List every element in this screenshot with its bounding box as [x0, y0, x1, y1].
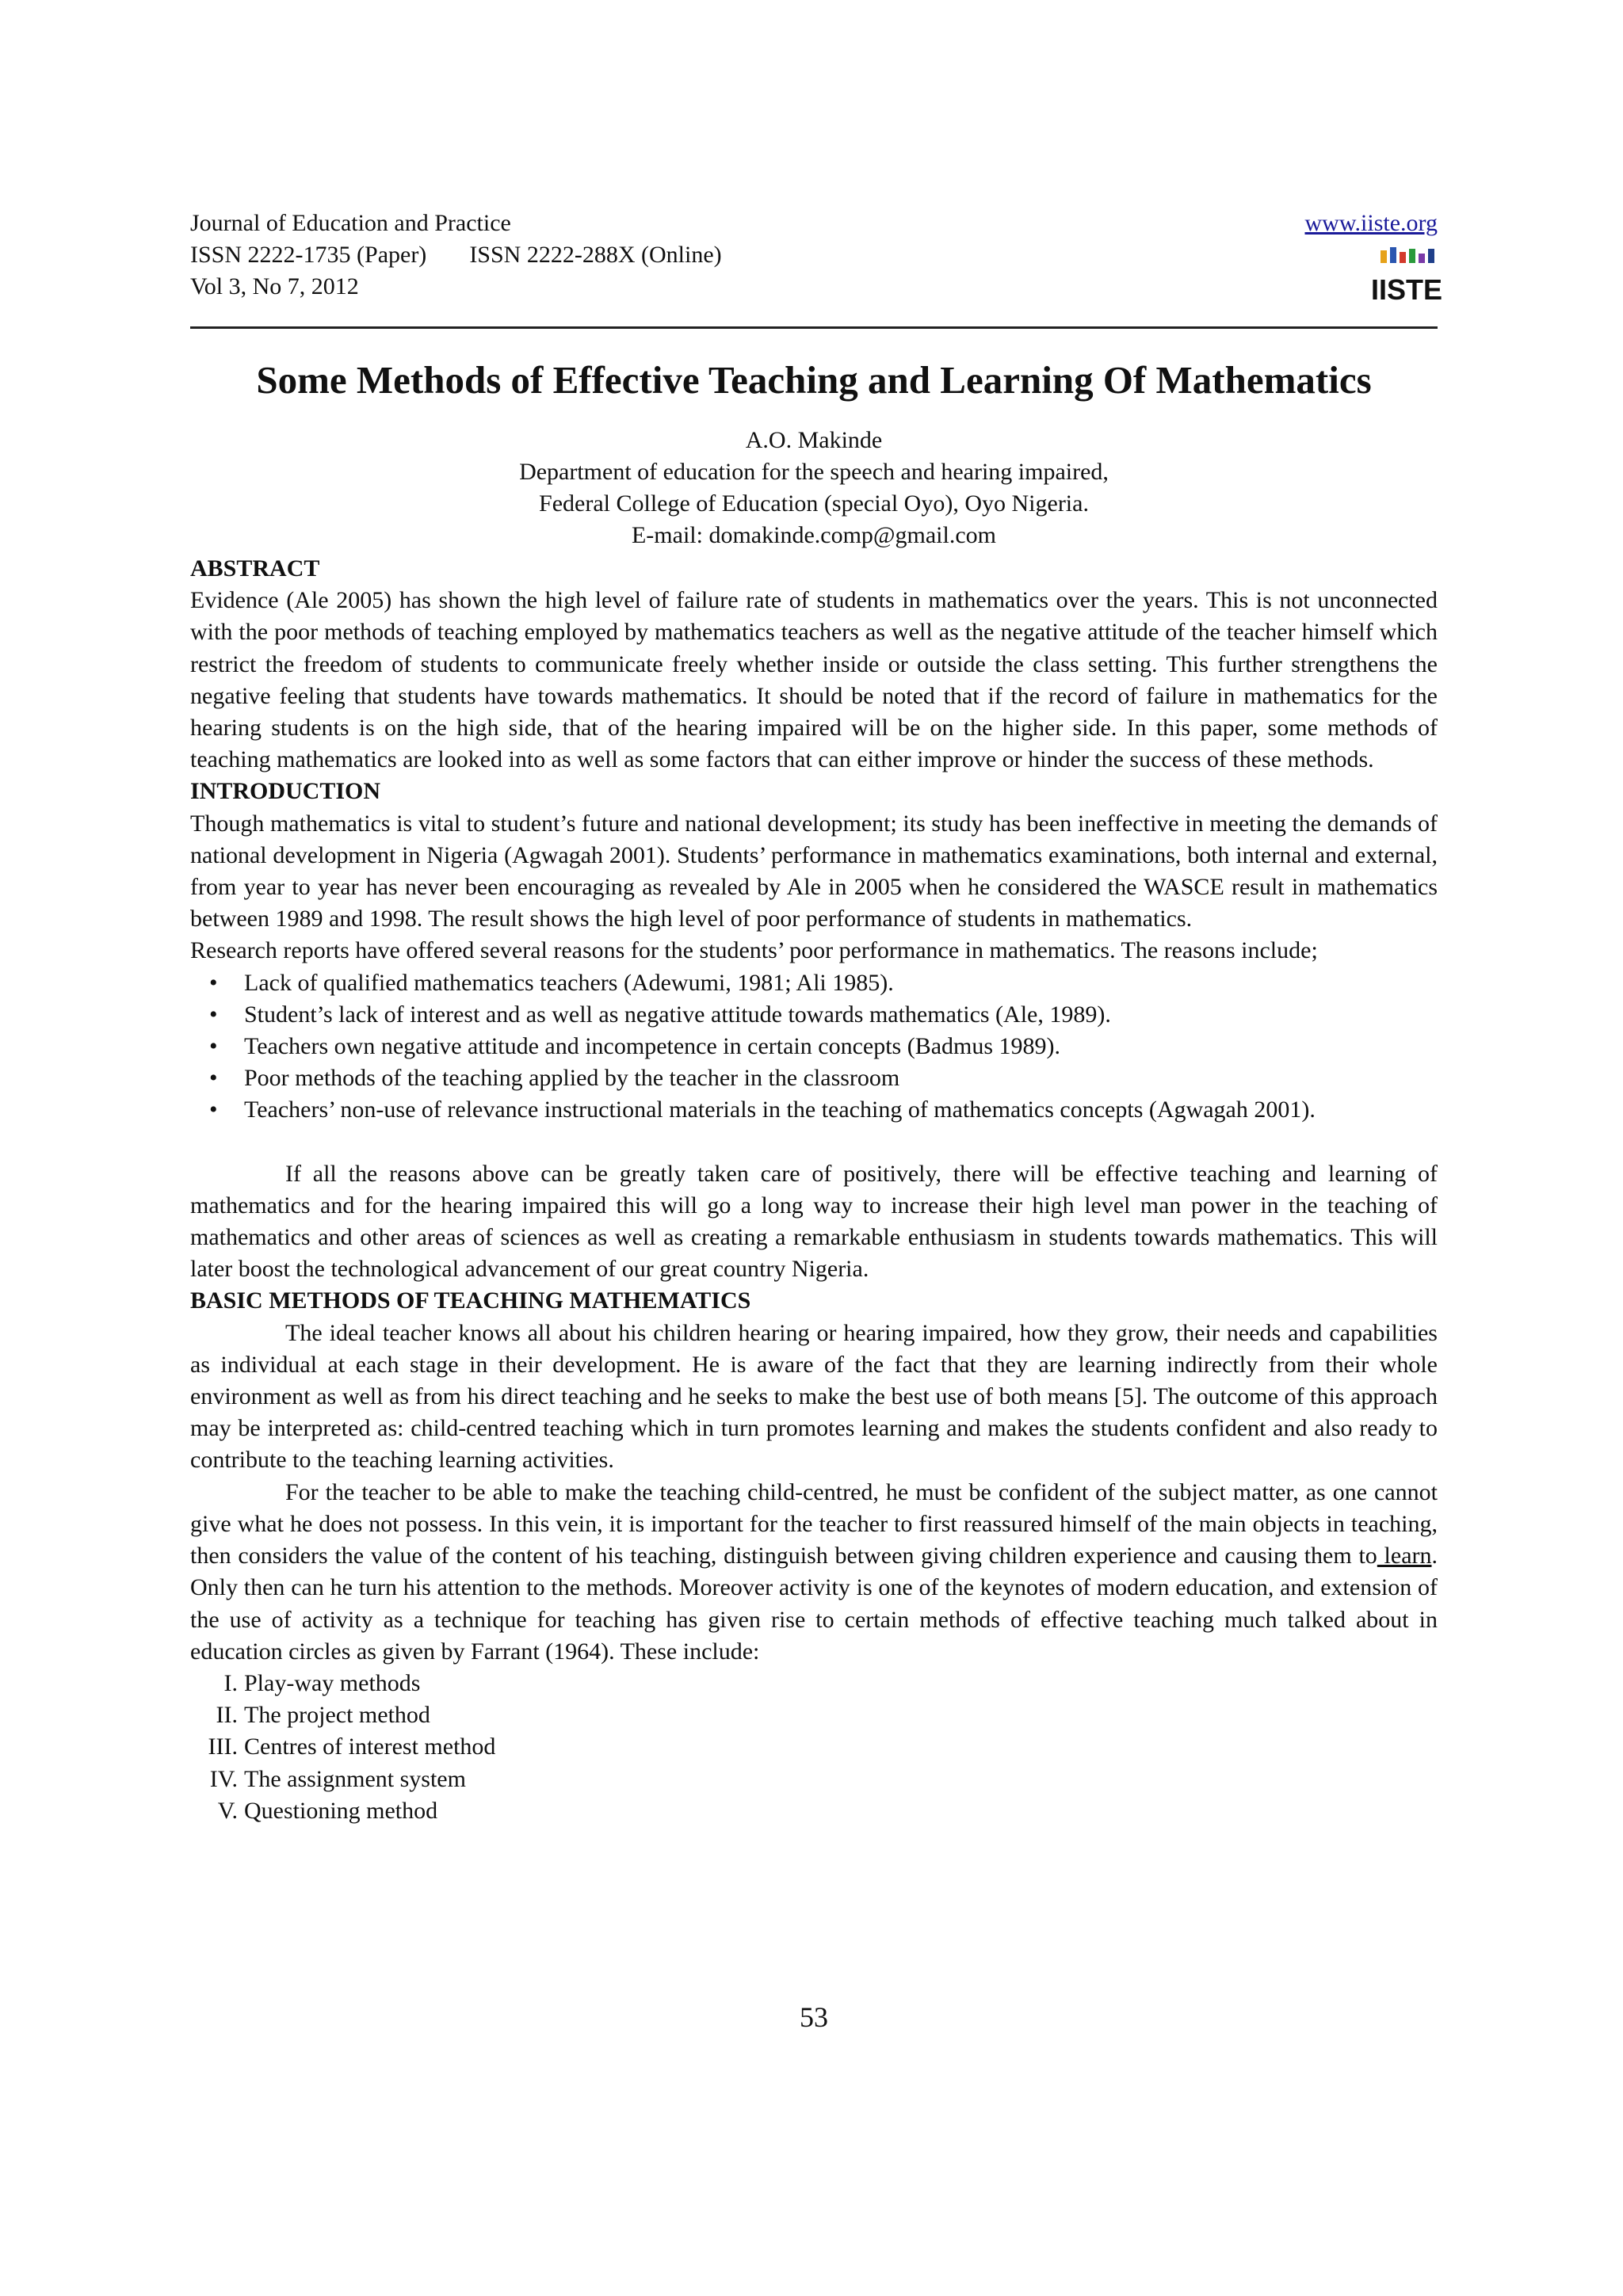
journal-name: Journal of Education and Practice: [190, 210, 511, 236]
author-email: E-mail: domakinde.comp@gmail.com: [631, 522, 997, 548]
abstract-heading: ABSTRACT: [190, 555, 320, 582]
list-label: Centres of interest method: [244, 1733, 496, 1760]
list-item: [190, 1795, 1438, 1827]
author-name: A.O. Makinde: [745, 427, 883, 453]
introduction-heading: INTRODUCTION: [190, 778, 381, 805]
spacer: [190, 1127, 1438, 1158]
abstract-text: Evidence (Ale 2005) has shown the high level of failure rate of students in mathematics over the years. This is not unconnected with the poor methods of teaching employed by mathematics teachers as well as the negative attitude of the teacher himself which restrict the freedom of students to communicate freely whether inside or outside the class setting. This further strengthens the negative feeling that students have towards mathematics. It should be noted that if the record of failure in mathematics for the hearing students is on the high side, that of the hearing impaired will be on the higher side. In this paper, some methods of teaching mathematics are looked into as well as some factors that can either improve or hinder the success of these methods.: [190, 587, 1438, 773]
journal-header: [190, 208, 1443, 309]
reasons-list: [190, 967, 1438, 1127]
journal-website-link[interactable]: www.iiste.org: [1304, 210, 1438, 236]
list-label: The project method: [244, 1702, 430, 1729]
page-number: 53: [800, 2001, 828, 2033]
list-number: III.: [208, 1733, 238, 1760]
methods-paragraph-2-end: . Only then can he turn his attention to the methods. Moreover activity is one of the keynotes of modern education, and extension of the use of activity as a technique for teaching has given rise to certain methods of effective teaching much talked about in education circles as given by Farrant (1964). These include:: [190, 1543, 1438, 1665]
iiste-logo: [1370, 244, 1443, 306]
list-label: Questioning method: [244, 1797, 438, 1824]
page-header-block: [190, 208, 1443, 309]
author-department: Department of education for the speech and hearing impaired,: [519, 459, 1109, 485]
article-body: [190, 553, 1438, 1827]
methods-list: [190, 1668, 1438, 1827]
issn-line: [190, 239, 1438, 271]
volume-info: Vol 3, No 7, 2012: [190, 273, 359, 299]
list-item: [190, 1668, 1438, 1699]
list-item: [190, 1764, 1438, 1795]
list-item: • Lack of qualified mathematics teachers (Adewumi, 1981; Ali 1985).: [190, 967, 1438, 999]
learn-underlined: learn: [1377, 1543, 1432, 1569]
paper-title: Some Methods of Effective Teaching and Learning Of Mathematics: [256, 358, 1372, 402]
intro-paragraph-1: Though mathematics is vital to student’s future and national development; its study has been ineffective in meeting the demands of national development in Nigeria (Agwagah 2001). Students’ performance in mathematics examinations, both internal and external, from year to year has never been encouraging as revealed by Ale in 2005 when he considered the WASCE result in mathematics between 1989 and 1998. The result shows the high level of poor performance of students in mathematics.: [190, 810, 1438, 933]
list-item: [190, 1731, 1438, 1763]
list-label: Play-way methods: [244, 1669, 421, 1696]
basic-methods-heading: BASIC METHODS OF TEACHING MATHEMATICS: [190, 1287, 751, 1314]
list-item: • Teachers’ non-use of relevance instructional materials in the teaching of mathematics concepts (Agwagah 2001).: [190, 1094, 1438, 1126]
author-college: Federal College of Education (special Oyo), Oyo Nigeria.: [539, 490, 1089, 517]
list-item: • Student’s lack of interest and as well as negative attitude towards mathematics (Ale, 1989).: [190, 999, 1438, 1031]
list-number: IV.: [209, 1765, 238, 1792]
list-item: • Poor methods of the teaching applied by the teacher in the classroom: [190, 1062, 1438, 1094]
logo-text: IISTE: [1370, 273, 1443, 306]
methods-paragraph-1: The ideal teacher knows all about his children hearing or hearing impaired, how they grow, their needs and capabilities as individual at each stage in their development. He is aware of the fact that they are learning indirectly from their whole environment as well as from his direct teaching and he seeks to make the best use of both means [5]. The outcome of this approach may be interpreted as: child-centred teaching which in turn promotes learning and makes the students confident and also ready to contribute to the teaching learning activities.: [190, 1319, 1438, 1474]
methods-paragraph-2: [190, 1477, 1438, 1668]
author-block: [190, 425, 1438, 551]
intro-paragraph-3: If all the reasons above can be greatly taken care of positively, there will be effective teaching and learning of mathematics and for the hearing impaired this will go a long way to increase their high level man power in the teaching of mathematics and other areas of sciences as well as creating a remarkable enthusiasm in students towards mathematics. This will later boost the technological advancement of our great country Nigeria.: [190, 1160, 1438, 1283]
issn-paper: ISSN 2222-1735 (Paper): [190, 242, 427, 268]
list-number: V.: [217, 1797, 238, 1824]
methods-paragraph-2-start: For the teacher to be able to make the teaching child-centred, he must be confident of the subject matter, as one cannot give what he does not possess. In this vein, it is important for the teacher to first reassured himself of the main objects in teaching, then considers the value of the content of his teaching, distinguish between giving children experience and causing them to: [190, 1478, 1438, 1569]
list-label: The assignment system: [244, 1765, 466, 1792]
list-item: [190, 1699, 1438, 1731]
intro-paragraph-2: Research reports have offered several reasons for the students’ poor performance in mathematics. The reasons include;: [190, 937, 1318, 964]
list-item: • Teachers own negative attitude and incompetence in certain concepts (Badmus 1989).: [190, 1031, 1438, 1062]
issn-online: ISSN 2222-288X (Online): [469, 242, 722, 268]
list-number: I.: [223, 1669, 238, 1696]
list-number: II.: [216, 1702, 238, 1729]
header-divider: [190, 326, 1438, 329]
